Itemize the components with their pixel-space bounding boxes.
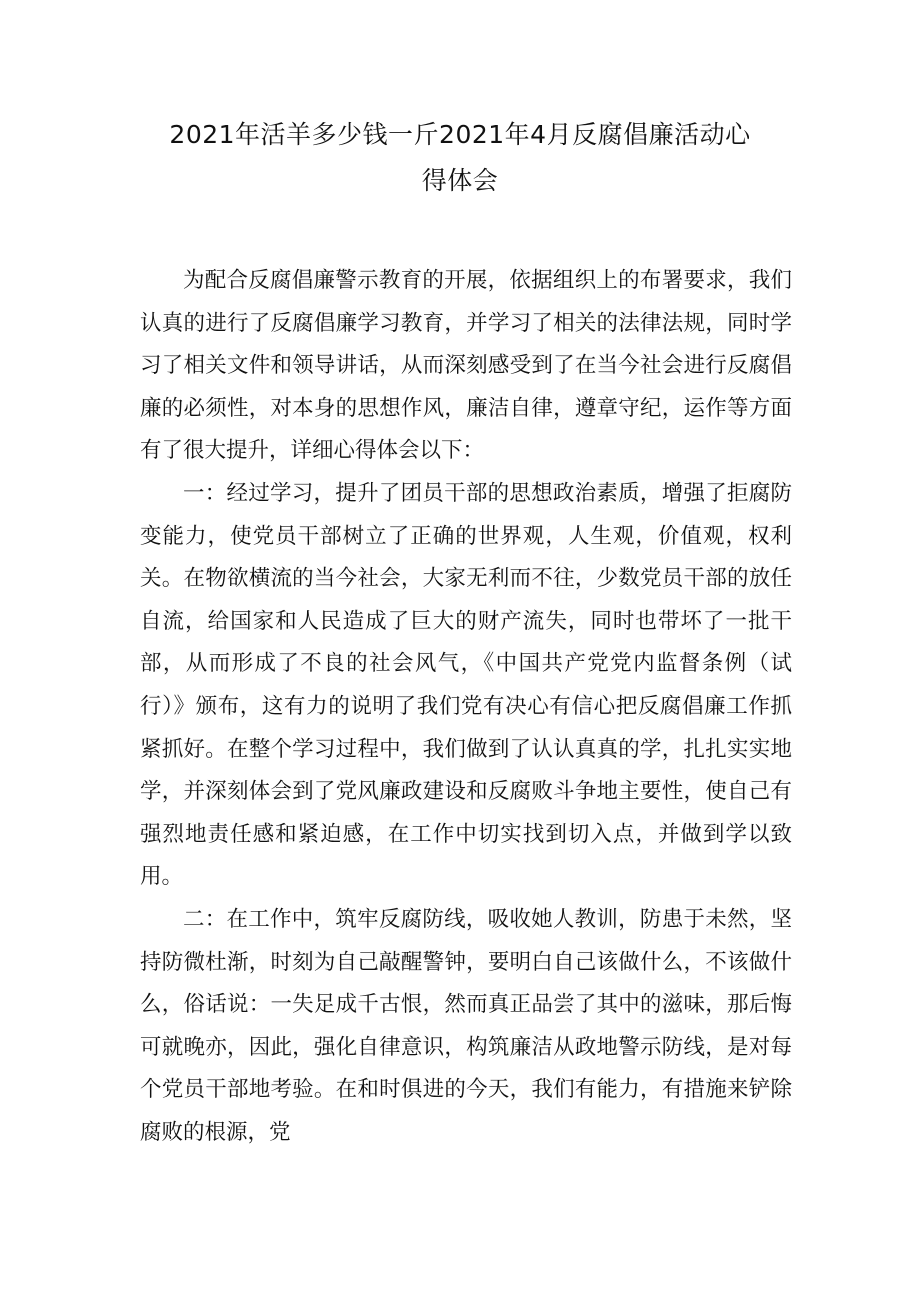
paragraph-point-two: 二：在工作中，筑牢反腐防线，吸收她人教训，防患于未然，坚持防微杜渐，时刻为自己敲醒警钟，要明白自己该做什么，不该做什么，俗话说：一失足成千古恨，然而真正品尝了其中的滋味，那后悔可就晚亦，因此，强化自律意识，构筑廉洁从政地警示防线，是对每个党员干部地考验。在和时俱进的今天，我们有能力，有措施来铲除腐败的根源，党 [140,906,792,1145]
document-body [140,260,792,1154]
paragraph-point-one: 一：经过学习，提升了团员干部的思想政治素质，增强了拒腐防变能力，使党员干部树立了正确的世界观，人生观，价值观，权利关。在物欲横流的当今社会，大家无利而不往，少数党员干部的放任自流，给国家和人民造成了巨大的财产流失，同时也带坏了一批干部，从而形成了不良的社会风气，《中国共产党党内监督条例（试行）》颁布，这有力的说明了我们党有决心有信心把反腐倡廉工作抓紧抓好。在整个学习过程中，我们做到了认认真真的学，扎扎实实地学，并深刻体会到了党风廉政建设和反腐败斗争地主要性，使自己有强烈地责任感和紧迫感，在工作中切实找到切入点，并做到学以致用。 [140,480,792,890]
paragraph-intro: 为配合反腐倡廉警示教育的开展，依据组织上的布署要求，我们认真的进行了反腐倡廉学习教育，并学习了相关的法律法规，同时学习了相关文件和领导讲话，从而深刻感受到了在当今社会进行反腐倡廉的必须性，对本身的思想作风，廉洁自律，遵章守纪，运作等方面有了很大提升，详细心得体会以下： [140,268,792,464]
title-line-1: 2021年活羊多少钱一斤2021年4月反腐倡廉活动心 [169,120,751,149]
title-line-2: 得体会 [421,166,499,195]
document-title [120,112,800,204]
